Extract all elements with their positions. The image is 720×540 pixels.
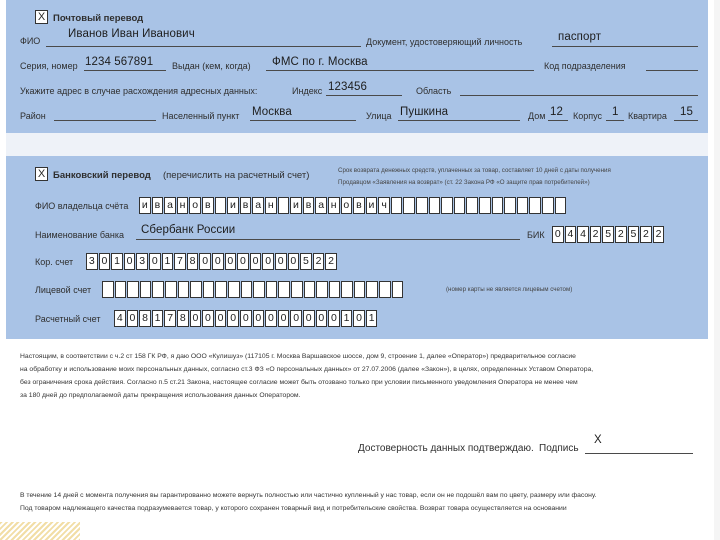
account-cell[interactable]: 0 — [190, 310, 202, 327]
signature-label: Подпись — [539, 443, 579, 454]
owner-cell[interactable] — [492, 197, 504, 214]
code-field[interactable] — [646, 70, 698, 71]
account-cell[interactable]: 0 — [227, 310, 239, 327]
owner-cell[interactable]: и — [139, 197, 151, 214]
owner-cell[interactable]: а — [164, 197, 176, 214]
document-field[interactable]: паспорт — [558, 31, 602, 43]
personal-cell[interactable] — [165, 281, 177, 298]
house-field[interactable]: 12 — [550, 106, 563, 118]
owner-cell[interactable]: в — [240, 197, 252, 214]
owner-cell[interactable] — [454, 197, 466, 214]
personal-cell[interactable] — [366, 281, 378, 298]
kor-cell[interactable]: 5 — [300, 253, 312, 270]
owner-cell[interactable] — [479, 197, 491, 214]
kor-cell[interactable]: 0 — [149, 253, 161, 270]
owner-cell[interactable]: в — [353, 197, 365, 214]
flat-field[interactable]: 15 — [680, 106, 693, 118]
kor-cell[interactable]: 0 — [237, 253, 249, 270]
owner-cell[interactable] — [391, 197, 403, 214]
account-cell[interactable]: 1 — [341, 310, 353, 327]
owner-cell[interactable] — [429, 197, 441, 214]
kor-cell[interactable]: 0 — [275, 253, 287, 270]
personal-cell[interactable] — [278, 281, 290, 298]
personal-cell[interactable] — [241, 281, 253, 298]
signature-field[interactable]: Х — [594, 434, 602, 446]
account-cells[interactable] — [114, 310, 378, 327]
district-field[interactable] — [54, 120, 156, 121]
consent-line: за 180 дней до предполагаемой даты прекращения использования данных Оператором. — [20, 392, 301, 399]
owner-cell[interactable] — [542, 197, 554, 214]
bik-cells[interactable] — [552, 226, 665, 243]
issued-line — [266, 70, 534, 71]
owner-cell[interactable]: а — [252, 197, 264, 214]
personal-cell[interactable] — [354, 281, 366, 298]
account-cell[interactable]: 1 — [366, 310, 378, 327]
kor-cells[interactable] — [86, 253, 338, 270]
kor-label: Кор. счет — [35, 257, 74, 267]
postal-transfer-checkbox[interactable]: X — [35, 10, 48, 24]
bik-cell[interactable]: 2 — [653, 226, 665, 243]
personal-cell[interactable] — [329, 281, 341, 298]
refund-note-line2: Продавцом «Заявления на возврат» (ст. 22 Закона РФ «О защите прав потребителей») — [338, 179, 590, 186]
document-line — [552, 46, 698, 47]
bik-cell[interactable]: 2 — [640, 226, 652, 243]
account-label: Расчетный счет — [35, 314, 101, 324]
kor-cell[interactable]: 0 — [124, 253, 136, 270]
owner-cell[interactable] — [466, 197, 478, 214]
korpus-label: Корпус — [573, 111, 603, 121]
owner-cell[interactable]: н — [265, 197, 277, 214]
owner-cell[interactable] — [504, 197, 516, 214]
account-cell[interactable]: 0 — [265, 310, 277, 327]
footer-line: Под товаром надлежащего качества подразумевается товар, у которого сохранен товарный вид и потребительские свойства. Возврат товара осуществляется на основании — [20, 505, 567, 512]
owner-cell[interactable] — [278, 197, 290, 214]
account-cell[interactable]: 7 — [164, 310, 176, 327]
consent-line: Настоящим, в соответствии с ч.2 ст 158 ГК РФ, я даю ООО «Кулишуз» (117105 г. Москва Варшавское шоссе, дом 9, строение 1, далее «Оператор») предварительное согласие — [20, 353, 576, 360]
personal-label: Лицевой счет — [35, 285, 92, 295]
series-label: Серия, номер — [20, 61, 78, 71]
bank-transfer-subtitle: (перечислить на расчетный счет) — [163, 170, 310, 181]
flat-line — [674, 120, 698, 121]
consent-line: без ограничения срока действия. Согласно п.5 ст.21 Закона, настоящее согласие может быть отозвано только при условии письменного уведомления Оператора не менее чем — [20, 379, 578, 386]
personal-cell[interactable] — [102, 281, 114, 298]
personal-cell[interactable] — [127, 281, 139, 298]
personal-cell[interactable] — [304, 281, 316, 298]
postal-transfer-title: Почтовый перевод — [53, 13, 144, 24]
owner-cell[interactable]: ч — [378, 197, 390, 214]
owner-cell[interactable]: о — [341, 197, 353, 214]
kor-cell[interactable]: 7 — [174, 253, 186, 270]
owner-cell[interactable]: н — [177, 197, 189, 214]
account-cell[interactable]: 0 — [290, 310, 302, 327]
house-line — [548, 120, 568, 121]
kor-cell[interactable]: 0 — [212, 253, 224, 270]
bik-cell[interactable]: 0 — [552, 226, 564, 243]
account-cell[interactable]: 0 — [303, 310, 315, 327]
owner-cell[interactable]: и — [366, 197, 378, 214]
bank-transfer-title: Банковский перевод — [53, 170, 151, 181]
bik-cell[interactable]: 4 — [565, 226, 577, 243]
personal-cell[interactable] — [316, 281, 328, 298]
account-cell[interactable]: 1 — [152, 310, 164, 327]
kor-cell[interactable]: 0 — [199, 253, 211, 270]
index-label: Индекс — [292, 86, 323, 96]
bik-cell[interactable]: 2 — [590, 226, 602, 243]
personal-cell[interactable] — [178, 281, 190, 298]
personal-cells[interactable] — [102, 281, 404, 298]
account-cell[interactable]: 0 — [278, 310, 290, 327]
right-edge — [714, 0, 720, 540]
kor-cell[interactable]: 0 — [262, 253, 274, 270]
personal-cell[interactable] — [152, 281, 164, 298]
personal-cell[interactable] — [253, 281, 265, 298]
personal-cell[interactable] — [291, 281, 303, 298]
region-label: Область — [416, 86, 452, 96]
bank-name-line — [136, 239, 520, 240]
street-line — [398, 120, 520, 121]
code-label: Код подразделения — [544, 61, 626, 71]
owner-cell[interactable] — [416, 197, 428, 214]
korpus-field[interactable]: 1 — [612, 106, 619, 118]
bik-label: БИК — [527, 230, 545, 240]
kor-cell[interactable]: 3 — [86, 253, 98, 270]
locality-field[interactable]: Москва — [252, 106, 292, 118]
account-cell[interactable]: 0 — [253, 310, 265, 327]
issued-field[interactable]: ФМС по г. Москва — [272, 56, 368, 68]
address-label: Укажите адрес в случае расхождения адресных данных: — [20, 86, 258, 96]
kor-cell[interactable]: 1 — [162, 253, 174, 270]
personal-cell[interactable] — [228, 281, 240, 298]
owner-cell[interactable]: в — [303, 197, 315, 214]
account-cell[interactable]: 4 — [114, 310, 126, 327]
region-field[interactable] — [460, 95, 698, 96]
owner-cell[interactable] — [529, 197, 541, 214]
consent-line: на обработку и использование моих персональных данных, согласно ст.3 ФЗ «О персональных данных» от 27.07.2006 (далее «Закон»), в целях, определенных Уставом Оператора, — [20, 366, 594, 373]
kor-cell[interactable]: 3 — [136, 253, 148, 270]
personal-cell[interactable] — [203, 281, 215, 298]
district-label: Район — [20, 111, 46, 121]
account-cell[interactable]: 0 — [328, 310, 340, 327]
account-cell[interactable]: 8 — [139, 310, 151, 327]
refund-note-line1: Срок возврата денежных средств, уплаченных за товар, составляет 10 дней с даты получения — [338, 167, 611, 174]
bank-transfer-checkbox[interactable]: X — [35, 167, 48, 181]
owner-cell[interactable]: и — [227, 197, 239, 214]
account-cell[interactable]: 0 — [202, 310, 214, 327]
kor-cell[interactable]: 0 — [99, 253, 111, 270]
account-cell[interactable]: 0 — [127, 310, 139, 327]
personal-cell[interactable] — [392, 281, 404, 298]
fio-label: ФИО — [20, 36, 41, 46]
owner-cell[interactable]: н — [328, 197, 340, 214]
account-cell[interactable]: 0 — [316, 310, 328, 327]
personal-cell[interactable] — [190, 281, 202, 298]
account-cell[interactable]: 8 — [177, 310, 189, 327]
index-field[interactable]: 123456 — [328, 81, 367, 93]
hatch-decoration — [0, 522, 80, 540]
personal-note: (номер карты не является лицевым счетом) — [446, 286, 573, 293]
personal-cell[interactable] — [266, 281, 278, 298]
owner-label: ФИО владельца счёта — [35, 201, 129, 211]
personal-cell[interactable] — [140, 281, 152, 298]
korpus-line — [606, 120, 624, 121]
owner-cell[interactable]: и — [290, 197, 302, 214]
street-field[interactable]: Пушкина — [400, 106, 449, 118]
personal-cell[interactable] — [215, 281, 227, 298]
account-cell[interactable]: 0 — [215, 310, 227, 327]
owner-cell[interactable] — [403, 197, 415, 214]
document-label: Документ, удостоверяющий личность — [366, 37, 523, 47]
owner-cell[interactable]: о — [189, 197, 201, 214]
kor-cell[interactable]: 2 — [313, 253, 325, 270]
flat-label: Квартира — [628, 111, 667, 121]
index-line — [326, 95, 402, 96]
personal-cell[interactable] — [379, 281, 391, 298]
issued-label: Выдан (кем, когда) — [172, 61, 251, 71]
bik-cell[interactable]: 2 — [615, 226, 627, 243]
section-divider — [6, 133, 708, 156]
fio-field[interactable]: Иванов Иван Иванович — [68, 28, 195, 40]
owner-cell[interactable]: в — [202, 197, 214, 214]
kor-cell[interactable]: 8 — [187, 253, 199, 270]
kor-cell[interactable]: 2 — [325, 253, 337, 270]
fio-line — [46, 46, 361, 47]
bik-cell[interactable]: 5 — [602, 226, 614, 243]
owner-cell[interactable]: в — [152, 197, 164, 214]
personal-cell[interactable] — [341, 281, 353, 298]
locality-line — [250, 120, 356, 121]
street-label: Улица — [366, 111, 392, 121]
owner-cell[interactable] — [215, 197, 227, 214]
owner-cell[interactable]: а — [315, 197, 327, 214]
kor-cell[interactable]: 0 — [288, 253, 300, 270]
footer-line: В течение 14 дней с момента получения вы гарантированно можете вернуть полностью или частично купленный у нас товар, если он не подошёл вам по цвету, размеру или фасону. — [20, 492, 597, 499]
owner-cell[interactable] — [441, 197, 453, 214]
series-line — [84, 70, 166, 71]
signature-line — [585, 453, 693, 454]
account-cell[interactable]: 0 — [240, 310, 252, 327]
confirm-text: Достоверность данных подтверждаю. — [358, 443, 534, 454]
kor-cell[interactable]: 0 — [250, 253, 262, 270]
personal-cell[interactable] — [115, 281, 127, 298]
bik-cell[interactable]: 4 — [577, 226, 589, 243]
bank-name-field[interactable]: Сбербанк России — [141, 224, 236, 236]
locality-label: Населенный пункт — [162, 111, 240, 121]
owner-cell[interactable] — [517, 197, 529, 214]
kor-cell[interactable]: 1 — [111, 253, 123, 270]
owner-cells[interactable] — [139, 197, 567, 214]
kor-cell[interactable]: 0 — [225, 253, 237, 270]
house-label: Дом — [528, 111, 546, 121]
series-field[interactable]: 1234 567891 — [85, 56, 154, 68]
bik-cell[interactable]: 5 — [628, 226, 640, 243]
account-cell[interactable]: 0 — [353, 310, 365, 327]
bank-name-label: Наименование банка — [35, 230, 124, 240]
owner-cell[interactable] — [555, 197, 567, 214]
